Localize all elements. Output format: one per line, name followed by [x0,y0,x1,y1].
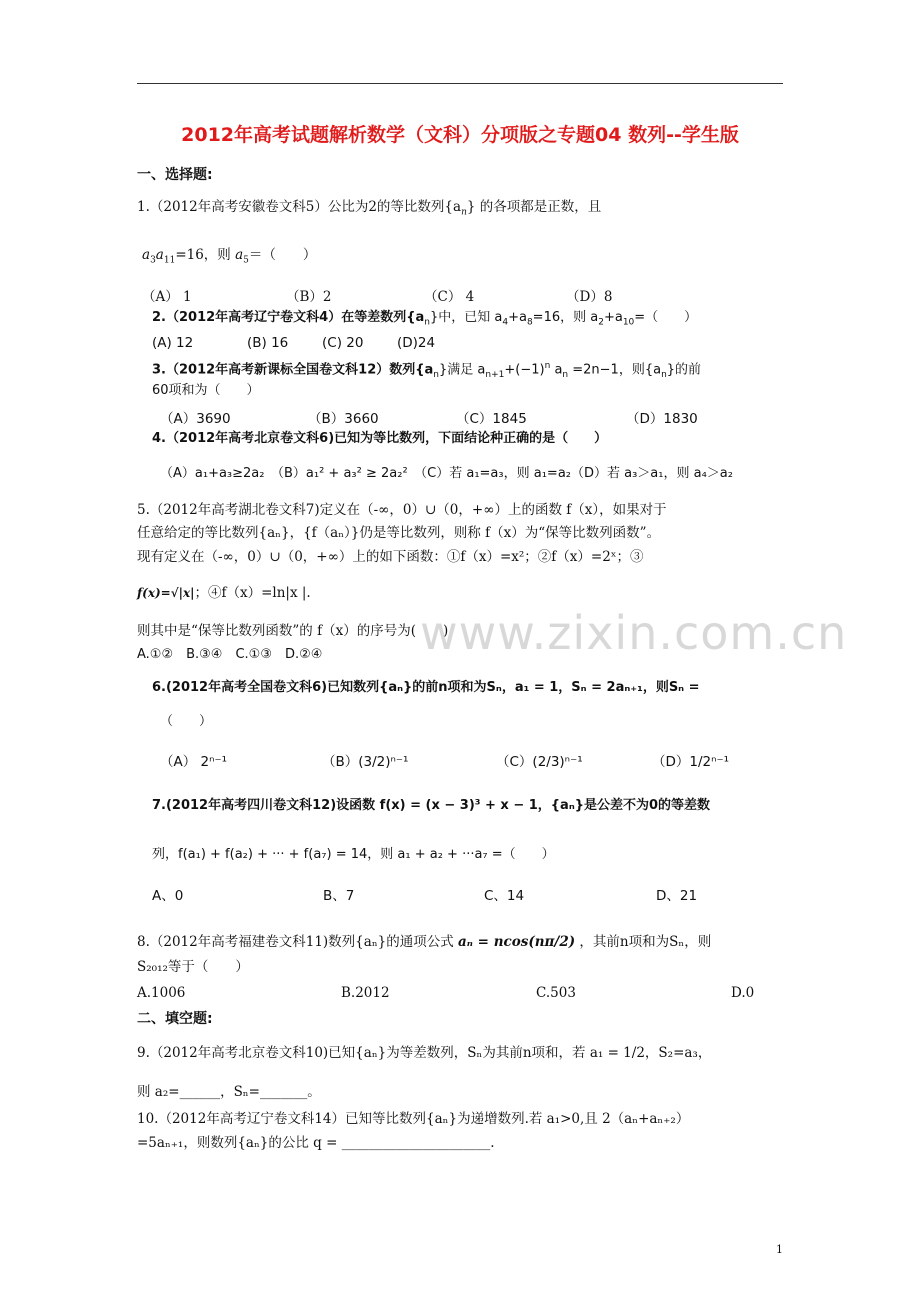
q1-condition: $a_3a_{11}=16$，则 $a_5=$（ ） [142,247,317,266]
q8-option-d: D.0 [731,985,755,1001]
document-title: 2012年高考试题解析数学（文科）分项版之专题04 数列--学生版 [181,124,739,146]
q6-option-b: （B）(3/2)ⁿ⁻¹ [322,754,409,770]
q1-stem: 1.（2012年高考安徽卷文科5）公比为2的等比数列$\{a_n\}$ 的各项都是正数，且 [137,199,602,218]
q4-options: （A）a₁+a₃≥2a₂ （B）a₁² + a₃² ≥ 2a₂² （C）若 a₁=a₃，则 a₁=a₂（D）若 a₃＞a₁，则 a₄＞a₂ [160,466,733,481]
q2-option-a: (A) 12 [152,335,194,351]
q2-option-c: (C) 20 [322,335,364,351]
q5-line5: 则其中是“保等比数列函数”的 f（x）的序号为( ) [137,623,449,639]
q7-option-a: A、0 [152,888,184,904]
q5-line3: 现有定义在（-∞，0）∪（0，+∞）上的如下函数：①f（x）=x²；②f（x）=2ˣ；③ [137,549,644,565]
q8-stem: 8.（2012年高考福建卷文科11)数列{aₙ}的通项公式 aₙ = ncos(nπ/2) ，其前n项和为Sₙ，则 [137,934,712,950]
q6-option-a: （A） 2ⁿ⁻¹ [160,754,228,770]
q8-line2: S₂₀₁₂等于（ ） [137,959,249,975]
q3-option-a: （A）3690 [160,411,231,427]
q1-option-a: （A） 1 [142,289,192,305]
q6-option-c: （C）(2/3)ⁿ⁻¹ [496,754,583,770]
q8-option-b: B.2012 [341,985,390,1001]
q10-line2: =5aₙ₊₁，则数列{aₙ}的公比 q = ______________________. [137,1135,495,1151]
q3-stem: 3.（2012年高考新课标全国卷文科12）数列$\{a_n\}$满足 $a_{n+1}+(-1)^n$ $a_n =2n-1$，则$\{a_n\}$的前 [152,361,702,380]
q3-option-d: （D）1830 [626,411,698,427]
q6-option-d: （D）1/2ⁿ⁻¹ [652,754,730,770]
q3-option-b: （B）3660 [308,411,379,427]
q9-line2: 则 a₂=______，Sₙ=_______。 [137,1084,321,1100]
q10-line1: 10.（2012年高考辽宁卷文科14）已知等比数列{aₙ}为递增数列.若 a₁>0,且 2（aₙ+aₙ₊₂） [137,1111,690,1127]
q1-option-d: （D）8 [566,289,613,305]
section-heading-fill: 二、填空题: [137,1011,213,1027]
q2-option-d: (D)24 [397,335,436,351]
q8-option-a: A.1006 [137,985,186,1001]
q8-formula: aₙ = ncos(nπ/2) [458,934,576,950]
header-rule [137,83,783,84]
q5-line4: f(x)=√|x|；④f（x）=ln|x |. [137,585,311,601]
q7-stem: 7.(2012年高考四川卷文科12)设函数 f(x) = (x − 3)³ + x − 1，{aₙ}是公差不为0的等差数 [152,798,711,813]
q5-line1: 5.（2012年高考湖北卷文科7)定义在（-∞，0）∪（0，+∞）上的函数 f（x），如果对于 [137,502,667,518]
q6-stem: 6.(2012年高考全国卷文科6)已知数列{aₙ}的前n项和为Sₙ，a₁ = 1，Sₙ = 2aₙ₊₁，则Sₙ = [152,680,700,695]
q1-option-b: （B）2 [286,289,332,305]
watermark: www.zixin.com.cn [420,606,848,660]
q7-line2: 列，f(a₁) + f(a₂) + ··· + f(a₇) = 14，则 a₁ + a₂ + ···a₇ =（ ） [152,847,555,862]
page-number: 1 [776,1243,783,1256]
q7-option-d: D、21 [656,888,698,904]
q5-options: A.①② B.③④ C.①③ D.②④ [137,647,323,662]
q9-stem: 9.（2012年高考北京卷文科10)已知{aₙ}为等差数列，Sₙ为其前n项和，若 a₁ = 1/2，S₂=a₃， [137,1045,712,1061]
q5-line2: 任意给定的等比数列{aₙ}，{f（aₙ）}仍是等比数列，则称 f（x）为“保等比数列函数”。 [137,525,661,541]
q4-stem: 4.（2012年高考北京卷文科6)已知为等比数列，下面结论种正确的是（ ） [152,431,608,446]
q2-stem: 2.（2012年高考辽宁卷文科4）在等差数列$\{a_n\}$中，已知 $a_4+a_8=16$，则 $a_2+a_{10}=$（ ） [152,310,698,328]
q1-option-c: （C） 4 [424,289,475,305]
q3-option-c: （C）1845 [456,411,527,427]
q3-line2: 60项和为（ ） [152,383,260,398]
q2-option-b: (B) 16 [247,335,289,351]
q7-option-c: C、14 [484,888,525,904]
q6-line2: （ ） [160,714,213,729]
q8-option-c: C.503 [536,985,576,1001]
q7-option-b: B、7 [323,888,355,904]
section-heading-choice: 一、选择题: [137,167,213,183]
